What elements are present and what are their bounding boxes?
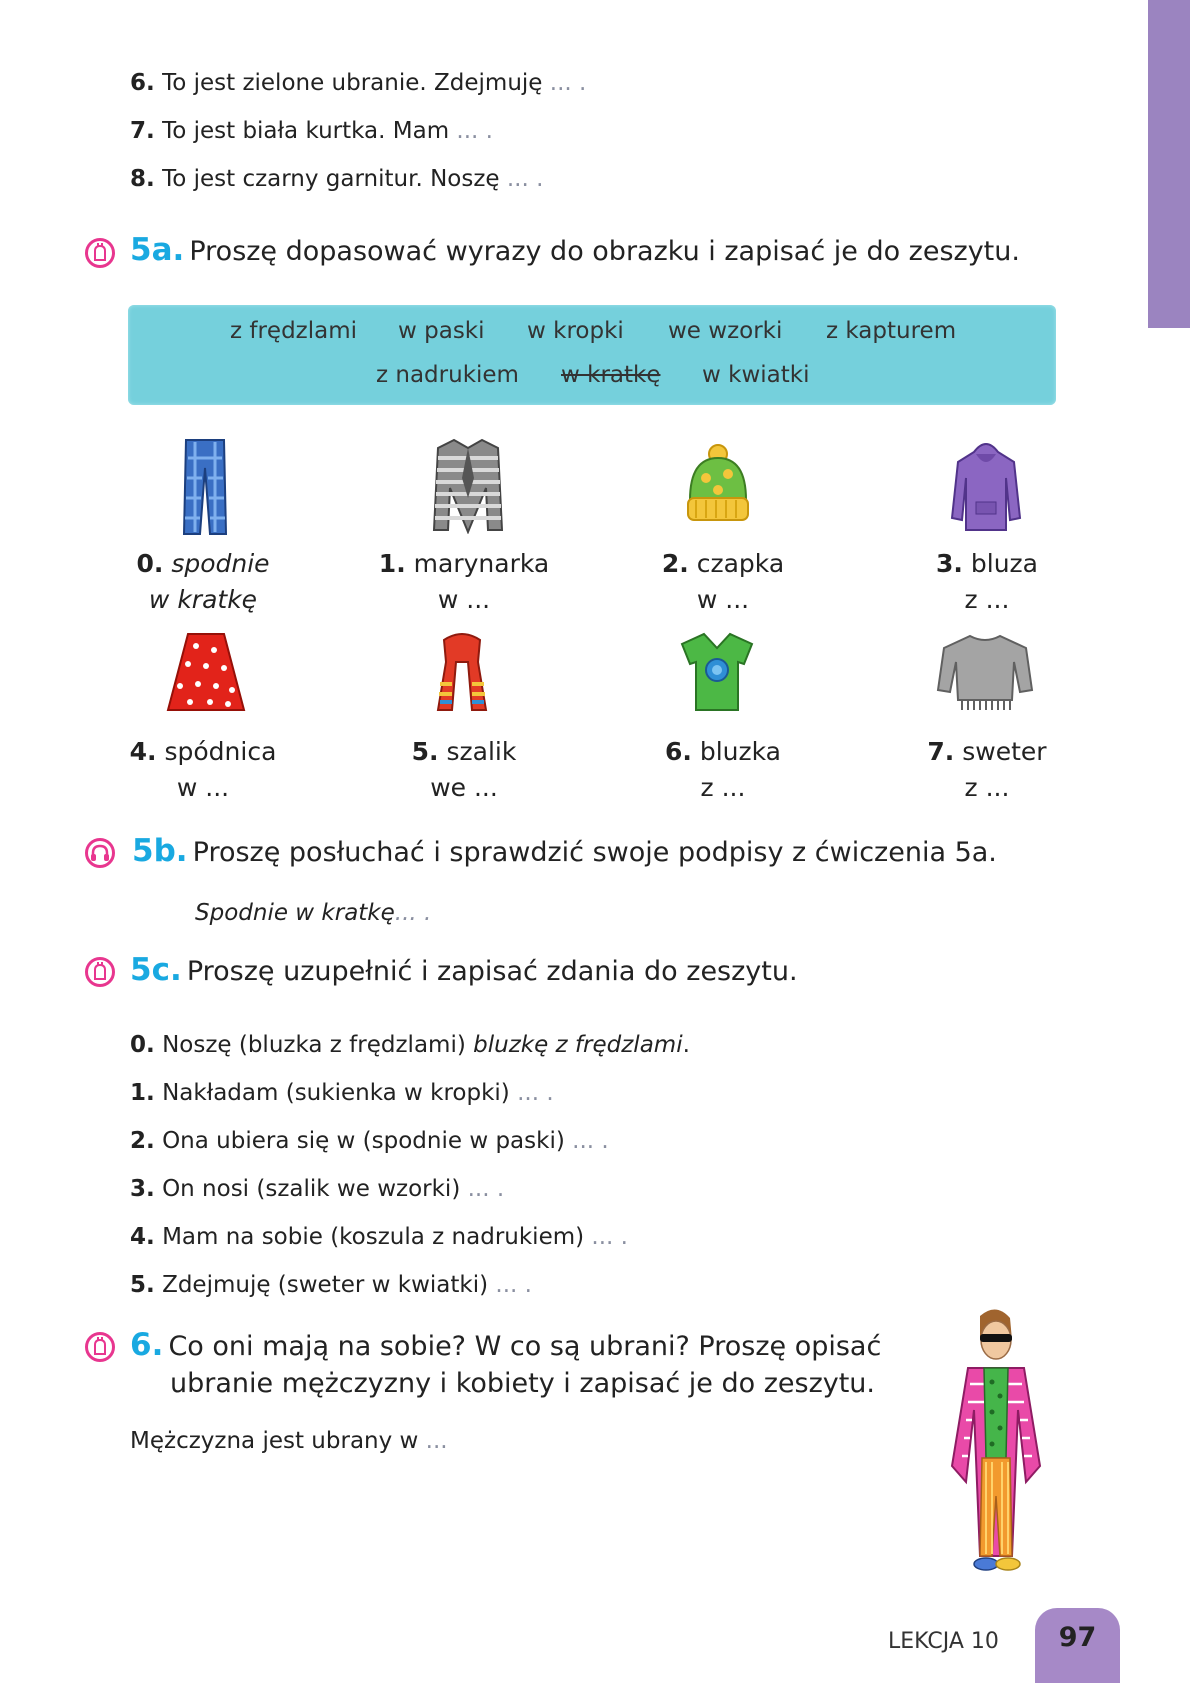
task-5c-item-5: 5. Zdejmuję (sweter w kwiatki) ... . xyxy=(130,1272,532,1298)
word-w-kratke-struck: w kratkę xyxy=(561,362,661,388)
word-w-kwiatki: w kwiatki xyxy=(702,362,810,388)
man-illustration xyxy=(940,1306,1050,1584)
caption-3: 3. bluza z ... xyxy=(936,549,1038,614)
checked-trousers-icon xyxy=(180,438,230,538)
word-we-wzorki: we wzorki xyxy=(668,318,783,344)
flowered-hat-icon xyxy=(684,442,752,524)
task-6-example: Mężczyzna jest ubrany w ... xyxy=(130,1428,448,1454)
caption-0: 0. spodnie w kratkę xyxy=(136,549,270,614)
caption-1: 1. marynarka w ... xyxy=(378,549,550,614)
exercise-item-7: 7. To jest biała kurtka. Mam ... . xyxy=(130,118,493,144)
task-5c-item-4: 4. Mam na sobie (koszula z nadrukiem) ... . xyxy=(130,1224,628,1250)
hoodie-icon xyxy=(950,438,1022,534)
striped-jacket-icon xyxy=(432,438,504,534)
patterned-scarf-icon xyxy=(434,632,490,716)
task-6-heading-line2: ubranie mężczyzny i kobiety i zapisać je do zeszytu. xyxy=(170,1368,876,1399)
caption-2: 2. czapka w ... xyxy=(661,549,785,614)
writing-hand-icon xyxy=(85,957,115,987)
task-5b-heading: 5b. Proszę posłuchać i sprawdzić swoje podpisy z ćwiczenia 5a. xyxy=(132,833,997,869)
task-6-heading: 6. Co oni mają na sobie? W co są ubrani? Proszę opisać xyxy=(130,1327,882,1363)
fringed-sweater-icon xyxy=(936,632,1034,712)
task-5c-heading: 5c. Proszę uzupełnić i zapisać zdania do zeszytu. xyxy=(130,952,798,988)
side-color-tab xyxy=(1148,0,1190,328)
caption-4: 4. spódnica w ... xyxy=(129,737,277,802)
task-5c-item-2: 2. Ona ubiera się w (spodnie w paski) ... . xyxy=(130,1128,609,1154)
polka-dot-skirt-icon xyxy=(166,630,246,714)
word-w-kropki: w kropki xyxy=(527,318,624,344)
headphones-icon xyxy=(85,838,115,868)
exercise-item-6: 6. To jest zielone ubranie. Zdejmuję ... . xyxy=(130,70,587,96)
caption-6: 6. bluzka z ... xyxy=(665,737,781,802)
page-number: 97 xyxy=(1058,1622,1097,1653)
task-5c-item-3: 3. On nosi (szalik we wzorki) ... . xyxy=(130,1176,505,1202)
task-5b-example: Spodnie w kratkę... . xyxy=(195,900,432,926)
caption-5: 5. szalik we ... xyxy=(411,737,517,802)
word-z-fredzlami: z frędzlami xyxy=(230,318,358,344)
task-5a-heading: 5a. Proszę dopasować wyrazy do obrazku i zapisać je do zeszytu. xyxy=(130,232,1020,268)
word-z-nadrukiem: z nadrukiem xyxy=(376,362,519,388)
writing-hand-icon xyxy=(85,238,115,268)
task-5c-item-1: 1. Nakładam (sukienka w kropki) ... . xyxy=(130,1080,554,1106)
writing-hand-icon xyxy=(85,1332,115,1362)
word-z-kapturem: z kapturem xyxy=(826,318,957,344)
task-5c-item-0: 0. Noszę (bluzka z frędzlami) bluzkę z frędzlami. xyxy=(130,1032,690,1058)
word-w-paski: w paski xyxy=(398,318,485,344)
lesson-label: LEKCJA 10 xyxy=(888,1629,999,1654)
printed-blouse-icon xyxy=(680,630,754,714)
caption-7: 7. sweter z ... xyxy=(927,737,1047,802)
exercise-item-8: 8. To jest czarny garnitur. Noszę ... . xyxy=(130,166,544,192)
